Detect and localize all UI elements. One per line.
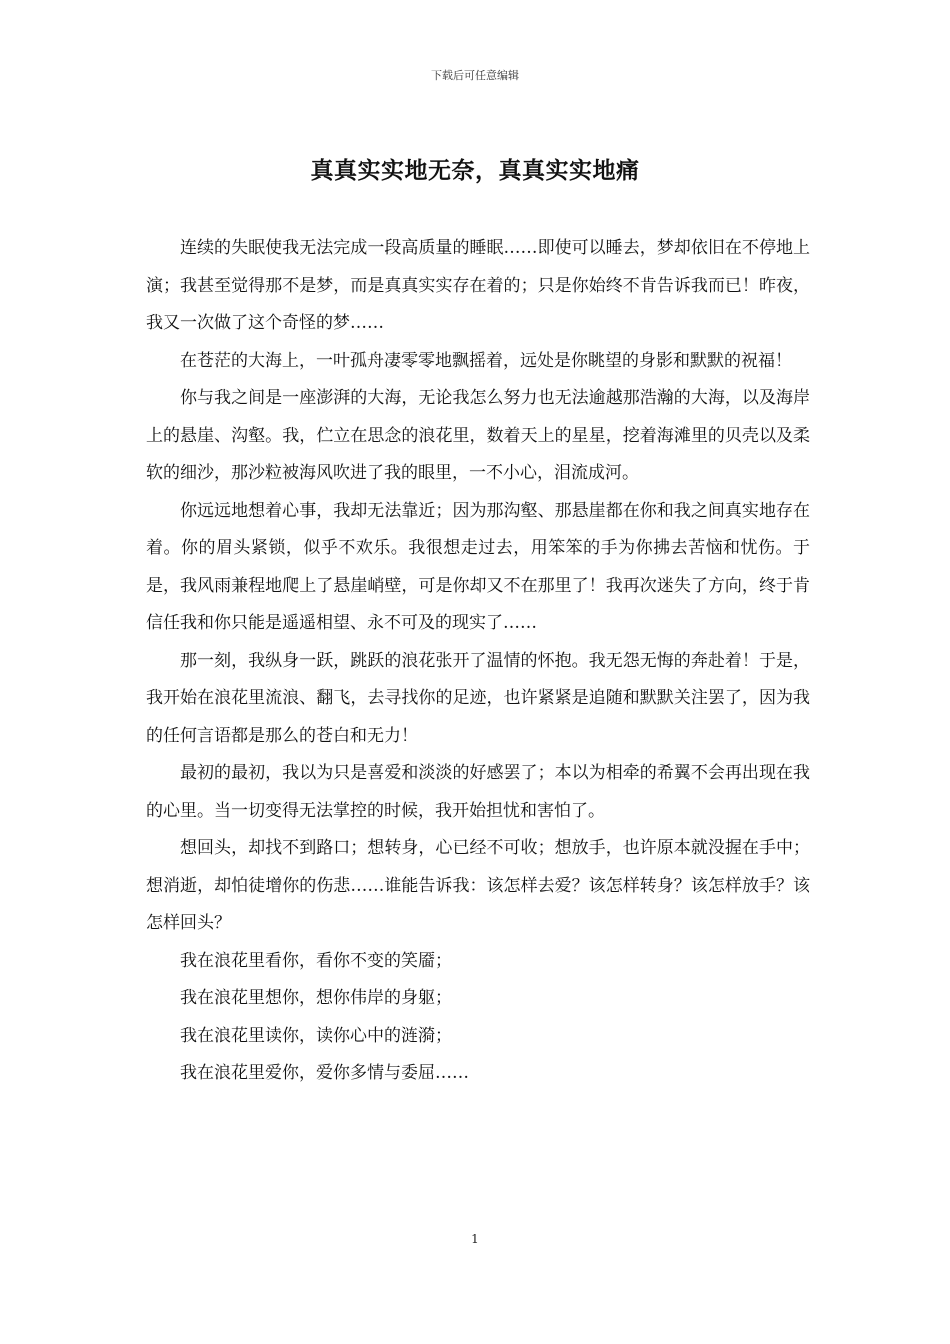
poem-line: 我在浪花里想你，想你伟岸的身躯； [180,988,452,1008]
poem-line: 我在浪花里爱你，爱你多情与委屈…… [180,1063,469,1083]
article-body [146,230,810,1093]
page-number: 1 [471,1232,479,1246]
header-note: 下载后可任意编辑 [431,69,519,82]
poem-line: 我在浪花里看你，看你不变的笑靥； [180,950,452,971]
paragraph: 想回头，却找不到路口；想转身，心已经不可收；想放手，也许原本就没握在手中；想消逝，却怕徒增你的伤悲……谁能告诉我：该怎样去爱？该怎样转身？该怎样放手？该怎样回头？ [146,838,810,933]
paragraph: 那一刻，我纵身一跃，跳跃的浪花张开了温情的怀抱。我无怨无悔的奔赴着！于是，我开始在浪花里流浪、翻飞，去寻找你的足迹，也许紧紧是追随和默默关注罢了，因为我的任何言语都是那么的苍白和无力！ [146,650,810,746]
paragraph: 连续的失眠使我无法完成一段高质量的睡眠……即使可以睡去，梦却依旧在不停地上演；我甚至觉得那不是梦，而是真真实实存在着的；只是你始终不肯告诉我而已！昨夜，我又一次做了这个奇怪的梦…… [146,238,810,333]
paragraph: 你远远地想着心事，我却无法靠近；因为那沟壑、那悬崖都在你和我之间真实地存在着。你的眉头紧锁，似乎不欢乐。我很想走过去，用笨笨的手为你拂去苦恼和忧伤。于是，我风雨兼程地爬上了悬崖峭壁，可是你却又不在那里了！我再次迷失了方向，终于肯信任我和你只能是遥遥相望、永不可及的现实了…… [146,500,810,633]
paragraph: 你与我之间是一座澎湃的大海，无论我怎么努力也无法逾越那浩瀚的大海，以及海岸上的悬崖、沟壑。我，伫立在思念的浪花里，数着天上的星星，挖着海滩里的贝壳以及柔软的细沙，那沙粒被海风吹进了我的眼里，一不小心，泪流成河。 [146,388,810,483]
article-title: 真真实实地无奈，真真实实地痛 [310,157,640,184]
poem-line: 我在浪花里读你，读你心中的涟漪； [180,1025,452,1046]
paragraph: 最初的最初，我以为只是喜爱和淡淡的好感罢了；本以为相牵的希翼不会再出现在我的心里。当一切变得无法掌控的时候，我开始担忧和害怕了。 [146,763,810,821]
paragraph: 在苍茫的大海上，一叶孤舟凄零零地飘摇着，远处是你眺望的身影和默默的祝福！ [180,350,792,371]
